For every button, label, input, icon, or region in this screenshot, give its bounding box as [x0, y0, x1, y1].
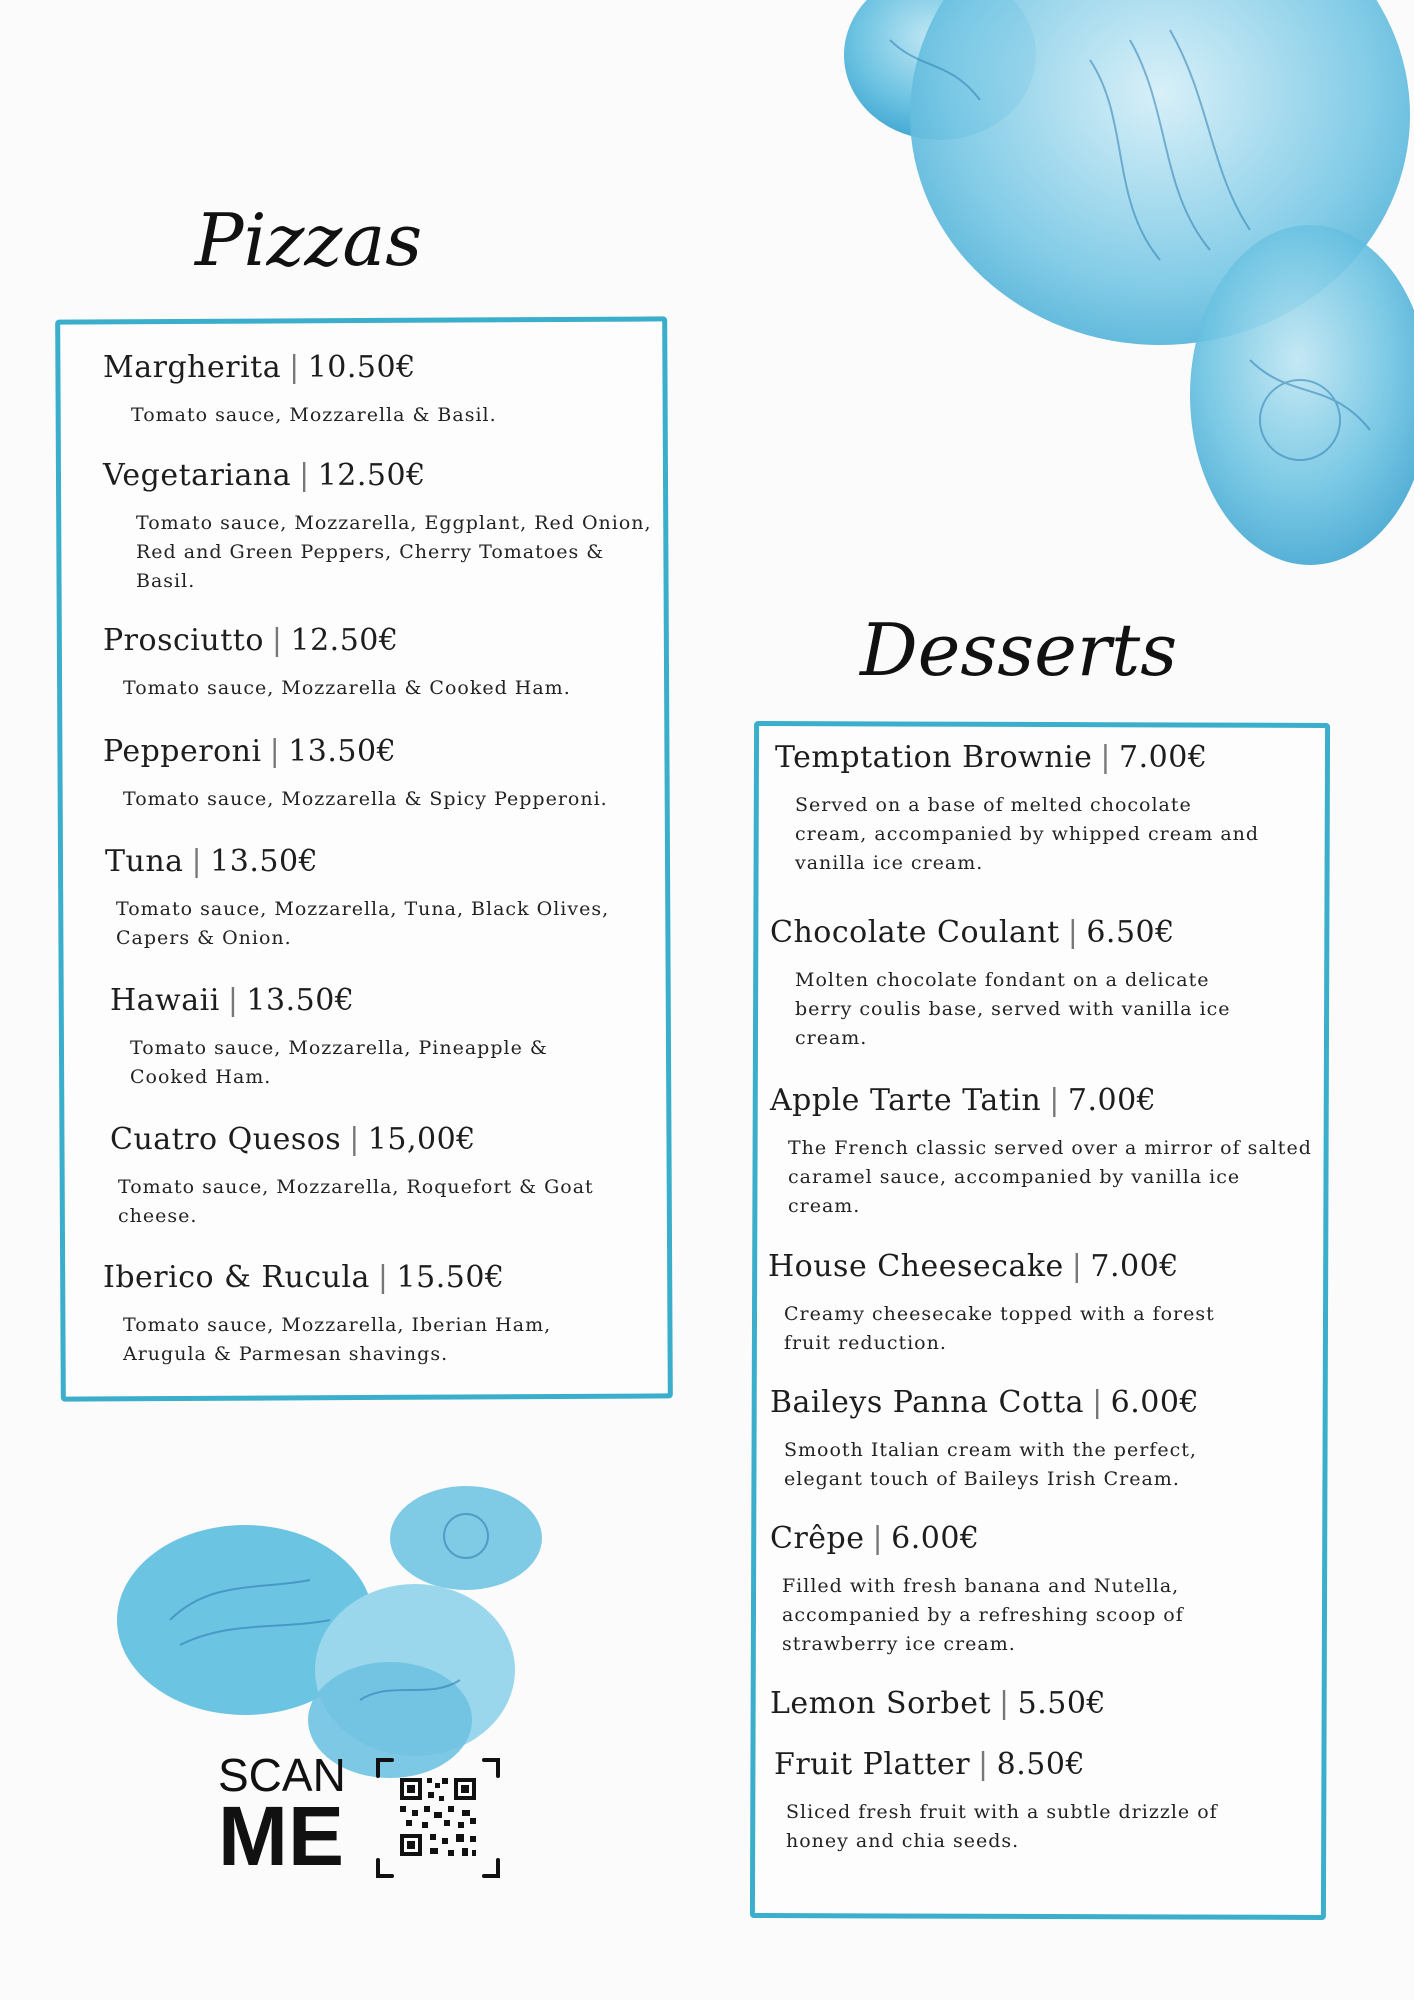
item-name: Temptation Brownie — [775, 740, 1093, 775]
item-desc: Tomato sauce, Mozzarella, Iberian Ham, Arugula & Parmesan shavings. — [123, 1314, 552, 1365]
scan-me-line2: ME — [218, 1789, 344, 1883]
item-name: Margherita — [103, 350, 282, 385]
scan-me-label — [218, 1749, 346, 1883]
item-name: Lemon Sorbet — [770, 1686, 992, 1721]
item-desc: Smooth Italian cream with the perfect, elegant touch of Baileys Irish Cream. — [784, 1439, 1197, 1490]
item-desc: Tomato sauce, Mozzarella, Tuna, Black Olives, Capers & Onion. — [116, 898, 610, 949]
dessert-item-apple-tarte-tatin: Apple Tarte Tatin | 7.00€ The French classic served over a mirror of salted caramel sauce, accompanied by vanilla ice cream. — [770, 1083, 1318, 1221]
pizza-item-prosciutto: Prosciutto | 12.50€ Tomato sauce, Mozzarella & Cooked Ham. — [103, 623, 623, 703]
pizza-item-hawaii: Hawaii | 13.50€ Tomato sauce, Mozzarella, Pineapple & Cooked Ham. — [110, 983, 620, 1092]
item-price: 12.50€ — [317, 458, 426, 493]
item-desc: Sliced fresh fruit with a subtle drizzle of honey and chia seeds. — [786, 1801, 1218, 1852]
item-name: Tuna — [105, 844, 184, 879]
item-desc: Tomato sauce, Mozzarella, Roquefort & Goat cheese. — [118, 1176, 594, 1227]
item-desc: Served on a base of melted chocolate cream, accompanied by whipped cream and vanilla ice cream. — [795, 794, 1260, 874]
dessert-item-fruit-platter: Fruit Platter | 8.50€ Sliced fresh fruit with a subtle drizzle of honey and chia seeds. — [774, 1747, 1256, 1856]
item-desc: Tomato sauce, Mozzarella & Cooked Ham. — [123, 677, 571, 699]
dessert-item-temptation-brownie: Temptation Brownie | 7.00€ Served on a base of melted chocolate cream, accompanied by whipped cream and vanilla ice cream. — [775, 740, 1265, 878]
dessert-item-crepe: Crêpe | 6.00€ Filled with fresh banana and Nutella, accompanied by a refreshing scoop of strawberry ice cream. — [770, 1521, 1252, 1659]
pizza-item-iberico-rucula: Iberico & Rucula | 15.50€ Tomato sauce, Mozzarella, Iberian Ham, Arugula & Parmesan shavings. — [103, 1260, 623, 1369]
item-desc: The French classic served over a mirror of salted caramel sauce, accompanied by vanilla ice cream. — [788, 1137, 1312, 1217]
qr-code-icon[interactable] — [372, 1756, 504, 1880]
item-price: 8.50€ — [996, 1747, 1086, 1782]
dessert-item-house-cheesecake: House Cheesecake | 7.00€ Creamy cheesecake topped with a forest fruit reduction. — [768, 1249, 1254, 1358]
item-desc: Creamy cheesecake topped with a forest fruit reduction. — [784, 1303, 1215, 1354]
item-name: Hawaii — [110, 983, 220, 1018]
item-price: 13.50€ — [246, 983, 355, 1018]
dessert-item-chocolate-coulant: Chocolate Coulant | 6.50€ Molten chocolate fondant on a delicate berry coulis base, served with vanilla ice cream. — [770, 915, 1265, 1053]
item-name: Pepperoni — [103, 734, 262, 769]
item-price: 15.50€ — [396, 1260, 505, 1295]
item-name: Vegetariana — [103, 458, 292, 493]
pizza-item-vegetariana: Vegetariana | 12.50€ Tomato sauce, Mozzarella, Eggplant, Red Onion, Red and Green Peppers, Cherry Tomatoes & Basil. — [103, 458, 656, 596]
item-desc: Tomato sauce, Mozzarella, Eggplant, Red Onion, Red and Green Peppers, Cherry Tomatoes & Basil. — [136, 512, 652, 592]
desserts-heading — [855, 600, 1185, 710]
item-price: 15,00€ — [367, 1122, 476, 1157]
pizzas-heading — [190, 195, 423, 305]
item-price: 12.50€ — [290, 623, 399, 658]
pizza-item-tuna: Tuna | 13.50€ Tomato sauce, Mozzarella, Tuna, Black Olives, Capers & Onion. — [105, 844, 616, 953]
item-name: Crêpe — [770, 1521, 865, 1556]
item-price: 7.00€ — [1090, 1249, 1179, 1284]
desserts-heading-text: Desserts — [860, 608, 1178, 692]
item-price: 5.50€ — [1017, 1686, 1107, 1721]
pizza-item-cuatro-quesos: Cuatro Quesos | 15,00€ Tomato sauce, Mozzarella, Roquefort & Goat cheese. — [110, 1122, 598, 1231]
item-price: 13.50€ — [210, 844, 319, 879]
dessert-item-lemon-sorbet: Lemon Sorbet | 5.50€ — [770, 1686, 1107, 1721]
item-desc: Tomato sauce, Mozzarella & Spicy Pepperoni. — [123, 788, 608, 810]
item-price: 6.00€ — [1110, 1385, 1200, 1420]
item-name: Apple Tarte Tatin — [770, 1083, 1042, 1118]
item-name: Chocolate Coulant — [770, 915, 1060, 950]
item-name: Cuatro Quesos — [110, 1122, 342, 1157]
item-name: Prosciutto — [103, 623, 264, 658]
item-price: 10.50€ — [307, 350, 416, 385]
item-name: Baileys Panna Cotta — [770, 1385, 1085, 1420]
item-desc: Molten chocolate fondant on a delicate berry coulis base, served with vanilla ice cream. — [795, 969, 1231, 1049]
item-desc: Tomato sauce, Mozzarella & Basil. — [131, 404, 497, 426]
item-price: 7.00€ — [1067, 1083, 1157, 1118]
item-price: 6.00€ — [891, 1521, 980, 1556]
pizza-item-pepperoni: Pepperoni | 13.50€ Tomato sauce, Mozzarella & Spicy Pepperoni. — [103, 734, 623, 814]
scan-me-line1: SCAN — [218, 1749, 346, 1801]
item-desc: Tomato sauce, Mozzarella, Pineapple & Cooked Ham. — [130, 1037, 548, 1088]
pizzas-heading-text: Pizzas — [195, 198, 423, 282]
jellyfish-watercolor-top — [830, 0, 1414, 600]
item-price: 6.50€ — [1086, 915, 1175, 950]
dessert-item-baileys-panna-cotta: Baileys Panna Cotta | 6.00€ Smooth Italian cream with the perfect, elegant touch of Baileys Irish Cream. — [770, 1385, 1254, 1494]
item-price: 13.50€ — [288, 734, 397, 769]
item-name: Iberico & Rucula — [103, 1260, 370, 1295]
item-desc: Filled with fresh banana and Nutella, accompanied by a refreshing scoop of strawberry ice cream. — [782, 1575, 1184, 1655]
pizza-item-margherita: Margherita | 10.50€ Tomato sauce, Mozzarella & Basil. — [103, 350, 611, 430]
item-name: House Cheesecake — [768, 1249, 1064, 1284]
item-name: Fruit Platter — [774, 1747, 971, 1782]
item-price: 7.00€ — [1119, 740, 1208, 775]
